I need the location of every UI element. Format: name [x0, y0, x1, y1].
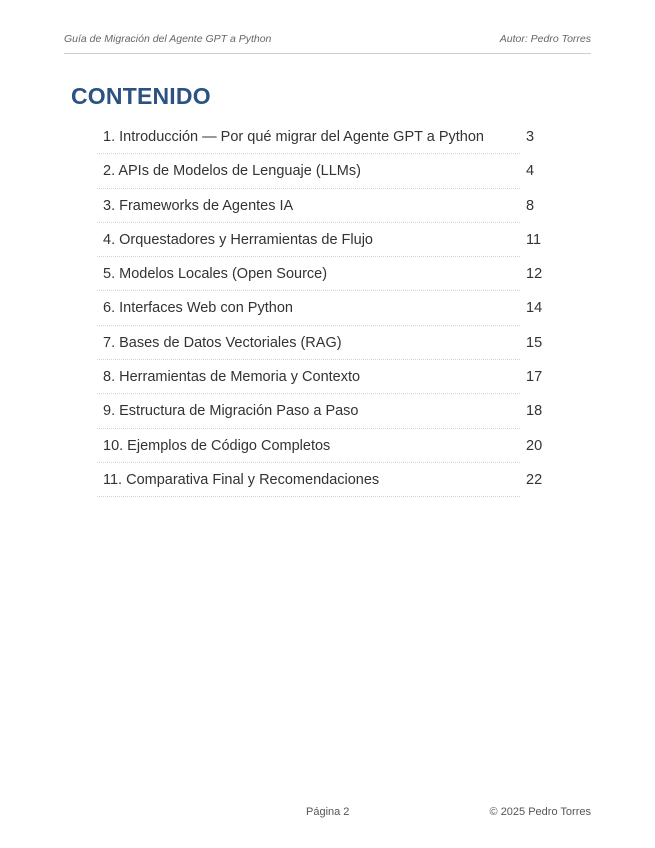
footer-copyright: © 2025 Pedro Torres: [489, 806, 591, 818]
toc-entry-label: 4. Orquestadores y Herramientas de Flujo: [103, 231, 373, 248]
toc-row[interactable]: [97, 154, 557, 188]
toc-entry-page: 8: [526, 197, 535, 214]
toc-row[interactable]: [97, 394, 557, 428]
toc-row[interactable]: [97, 189, 557, 223]
toc-entry-page: 11: [526, 231, 542, 248]
toc-entry-page: 22: [526, 471, 543, 488]
toc-row[interactable]: [97, 291, 557, 325]
toc-entry: [97, 326, 520, 360]
toc-entry-label: 9. Estructura de Migración Paso a Paso: [103, 403, 359, 420]
toc-entry-page: 20: [526, 437, 543, 454]
toc-entry-page: 17: [526, 369, 543, 386]
toc-row[interactable]: [97, 223, 557, 257]
toc-row[interactable]: [97, 360, 557, 394]
table-of-contents: [97, 120, 557, 497]
toc-entry-label: 11. Comparativa Final y Recomendaciones: [103, 471, 380, 488]
toc-entry: [97, 360, 520, 394]
toc-entry-label: 2. APIs de Modelos de Lenguaje (LLMs): [103, 163, 361, 180]
toc-entry-label: 8. Herramientas de Memoria y Contexto: [103, 369, 361, 386]
toc-entry-label: 3. Frameworks de Agentes IA: [103, 197, 294, 214]
footer-page-number: Página 2: [306, 806, 350, 818]
toc-entry-page: 15: [526, 334, 543, 351]
toc-row[interactable]: [97, 257, 557, 291]
toc-row[interactable]: [97, 326, 557, 360]
toc-entry: [97, 257, 520, 291]
header-document-title: Guía de Migración del Agente GPT a Python: [64, 33, 272, 45]
toc-entry-page: 4: [526, 163, 535, 180]
toc-entry: [97, 120, 520, 154]
toc-entry: [97, 291, 520, 325]
toc-row[interactable]: [97, 429, 557, 463]
toc-row[interactable]: [97, 463, 557, 497]
toc-entry-page: 18: [526, 403, 543, 420]
toc-entry: [97, 394, 520, 428]
toc-entry-page: 12: [526, 266, 543, 283]
toc-entry: [97, 189, 520, 223]
toc-title: CONTENIDO: [71, 83, 211, 109]
toc-entry-page: 3: [526, 129, 535, 145]
toc-row[interactable]: [97, 120, 557, 154]
page-header: [64, 33, 591, 54]
toc-entry-label: 5. Modelos Locales (Open Source): [103, 266, 328, 283]
toc-entry-label: 1. Introducción — Por qué migrar del Agente GPT a Python: [103, 129, 484, 145]
toc-entry-page: 14: [526, 300, 543, 317]
toc-entry: [97, 154, 520, 188]
toc-entry: [97, 429, 520, 463]
toc-entry-label: 7. Bases de Datos Vectoriales (RAG): [103, 334, 342, 351]
toc-entry-label: 6. Interfaces Web con Python: [103, 300, 293, 317]
header-author: Autor: Pedro Torres: [499, 33, 591, 45]
toc-entry-label: 10. Ejemplos de Código Completos: [103, 437, 331, 454]
toc-entry: [97, 223, 520, 257]
toc-entry: [97, 463, 520, 497]
